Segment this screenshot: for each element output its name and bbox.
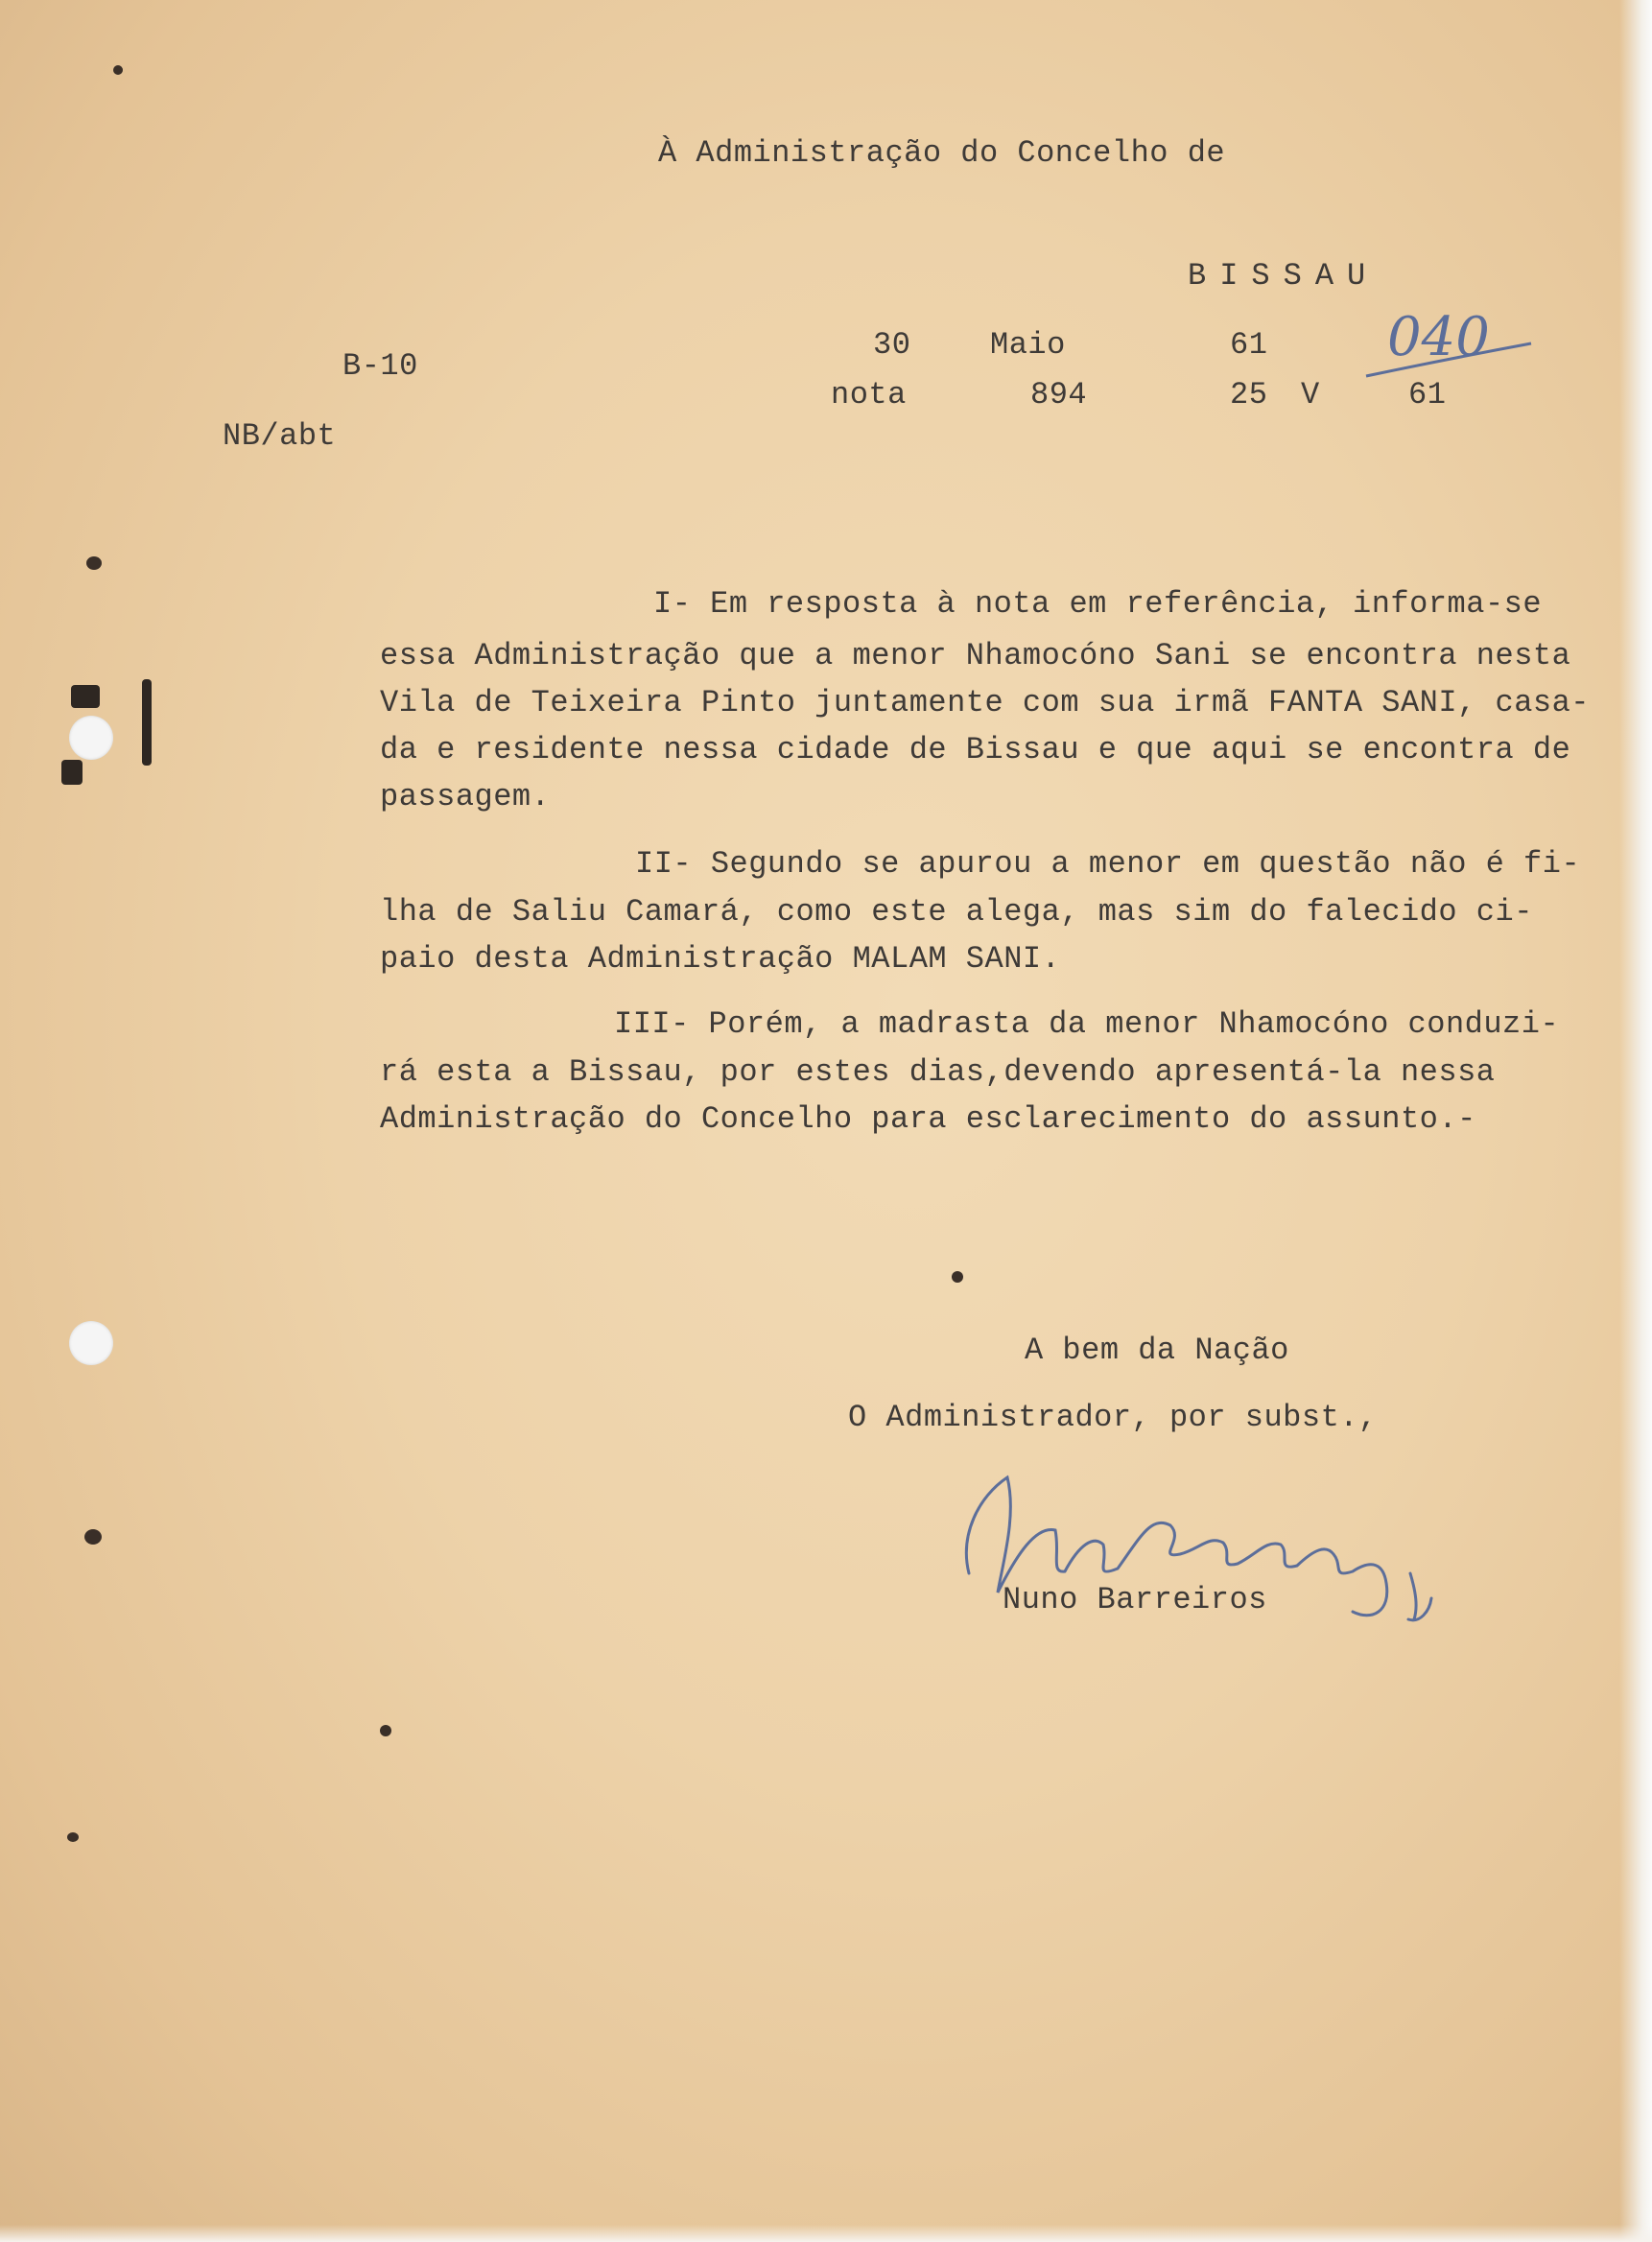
p3-line-1: III- Porém, a madrasta da menor Nhamocóno conduzi- (614, 1006, 1560, 1042)
punch-hole-top (69, 716, 113, 760)
punch-hole-bottom (69, 1321, 113, 1365)
ink-spot (952, 1271, 963, 1283)
p1-line-2: essa Administração que a menor Nhamocóno Sani se encontra nesta (380, 638, 1571, 673)
p1-line-1: I- Em resposta à nota em referência, informa-se (653, 586, 1543, 622)
nota-day: 25 (1230, 377, 1268, 413)
nota-number: 894 (1030, 377, 1088, 413)
date-day: 30 (873, 327, 911, 363)
ink-spot (67, 1832, 79, 1842)
nota-label: nota (831, 377, 907, 413)
paper-edge-right (1619, 0, 1652, 2242)
binder-mark (61, 760, 83, 785)
p2-line-1: II- Segundo se apurou a menor em questão não é fi- (635, 846, 1581, 882)
addressee: À Administração do Concelho de (658, 135, 1226, 171)
ink-spot (113, 65, 123, 75)
date-year: 61 (1230, 327, 1268, 363)
ink-spot (380, 1725, 391, 1736)
p3-line-3: Administração do Concelho para esclarecimento do assunto.- (380, 1101, 1476, 1137)
closing-role: O Administrador, por subst., (848, 1400, 1378, 1435)
p1-line-3: Vila de Teixeira Pinto juntamente com sua irmã FANTA SANI, casa- (380, 685, 1590, 720)
nota-year: 61 (1408, 377, 1447, 413)
handwritten-reference-number: 040 (1387, 306, 1490, 368)
p2-line-2: lha de Saliu Camará, como este alega, mas sim do falecido ci- (380, 894, 1533, 930)
p2-line-3: paio desta Administração MALAM SANI. (380, 941, 1061, 977)
reference-code: B-10 (342, 348, 418, 384)
city: BISSAU (1188, 258, 1380, 294)
date-month: Maio (990, 327, 1066, 363)
signer-name: Nuno Barreiros (1003, 1582, 1267, 1617)
p3-line-2: rá esta a Bissau, por estes dias,devendo apresentá-la nessa (380, 1054, 1496, 1090)
reference-initials: NB/abt (223, 418, 337, 454)
closing-salutation: A bem da Nação (1025, 1333, 1289, 1368)
ink-spot (86, 556, 102, 570)
p1-line-4: da e residente nessa cidade de Bissau e que aqui se encontra de (380, 732, 1571, 767)
handwritten-underline (1362, 338, 1535, 386)
binder-mark (142, 679, 152, 766)
ink-spot (84, 1529, 102, 1545)
nota-month: V (1301, 377, 1320, 413)
paper-edge-bottom (0, 2225, 1652, 2242)
p1-line-5: passagem. (380, 779, 551, 814)
binder-mark (71, 685, 100, 708)
